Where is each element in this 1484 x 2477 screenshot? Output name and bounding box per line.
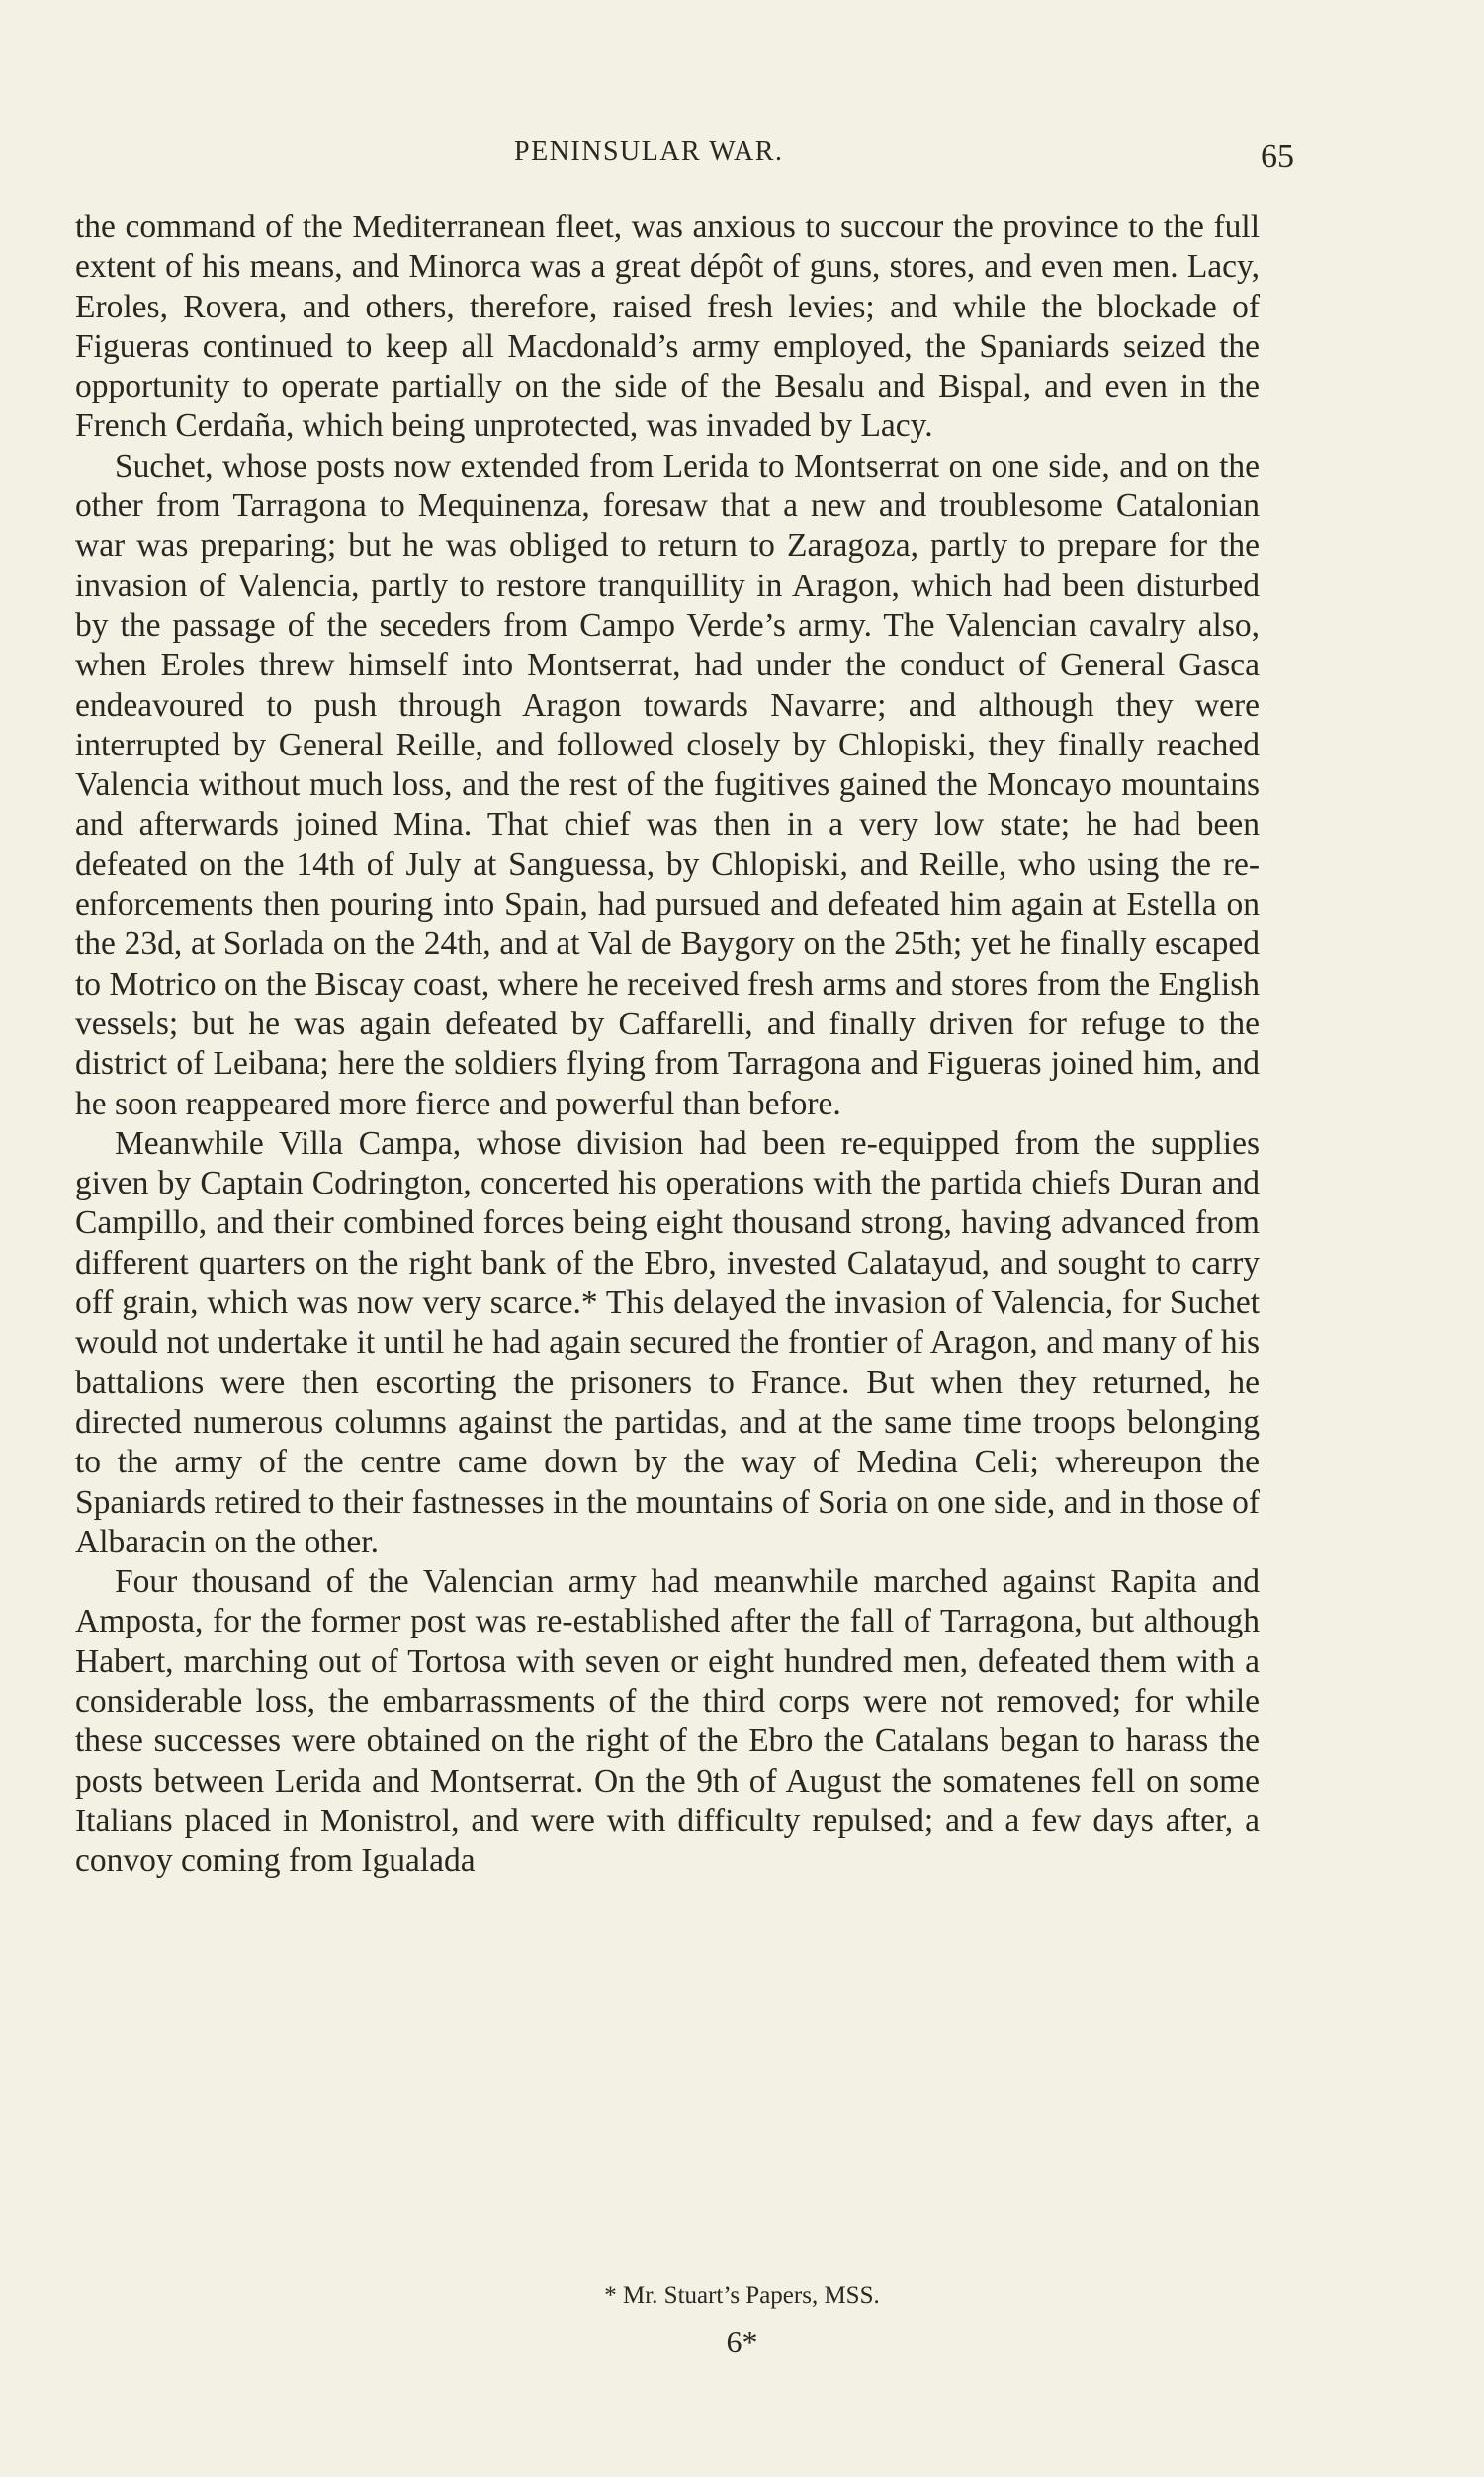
footnote: * Mr. Stuart’s Papers, MSS. bbox=[604, 2282, 880, 2309]
paragraph-4: Four thousand of the Valencian army had meanwhile marched against Rapita and Amposta, for the former post was re-established after the fall of Tarragona, but although Habert, marching out of Tortosa with seven or eight hundred men, defeated them with a considerable loss, the embarrassments of the third corps were not removed; for while these successes were obtained on the right of the Ebro the Catalans began to harass the posts between Lerida and Montserrat. On the 9th of August the somatenes fell on some Italians placed in Monistrol, and were with difficulty repulsed; and a few days after, a convoy coming from Igualada bbox=[75, 1563, 1260, 1880]
running-title: PENINSULAR WAR. bbox=[514, 136, 784, 167]
page-number: 65 bbox=[1261, 138, 1294, 175]
paragraph-2: Suchet, whose posts now extended from Lerida to Montserrat on one side, and on the other from Tarragona to Mequinenza, foresaw that a new and troublesome Catalonian war was preparing; but he was obliged to return to Zaragoza, partly to prepare for the invasion of Valencia, partly to restore tranquillity in Aragon, which had been disturbed by the passage of the seceders from Campo Verde’s army. The Valencian cavalry also, when Eroles threw himself into Montserrat, had under the conduct of General Gasca endeavoured to push through Aragon towards Navarre; and although they were interrupted by General Reille, and followed closely by Chlopiski, they finally reached Valencia without much loss, and the rest of the fugitives gained the Moncayo mountains and afterwards joined Mina. That chief was then in a very low state; he had been defeated on the 14th of July at Sanguessa, by Chlopiski, and Reille, who using the re-enforcements then pouring into Spain, had pursued and defeated him again at Estella on the 23d, at Sorlada on the 24th, and at Val de Baygory on the 25th; yet he finally escaped to Motrico on the Biscay coast, where he received fresh arms and stores from the English vessels; but he was again defeated by Caffarelli, and finally driven for refuge to the district of Leibana; here the soldiers flying from Tarragona and Figueras joined him, and he soon reappeared more fierce and powerful than before. bbox=[75, 447, 1260, 1122]
paragraph-1: the command of the Mediterranean fleet, was anxious to succour the province to the full extent of his means, and Minorca was a great dépôt of guns, stores, and even men. Lacy, Eroles, Rovera, and others, therefore, raised fresh levies; and while the blockade of Figueras continued to keep all Macdonald’s army employed, the Spaniards seized the opportunity to operate partially on the side of the Besalu and Bispal, and even in the French Cerdaña, which being unprotected, was invaded by Lacy. bbox=[75, 209, 1260, 445]
running-header bbox=[0, 136, 1484, 176]
body-text bbox=[75, 208, 1260, 1881]
paragraph-3: Meanwhile Villa Campa, whose division had been re-equipped from the supplies given by Captain Codrington, concerted his operations with the partida chiefs Duran and Campillo, and their combined forces being eight thousand strong, having advanced from different quarters on the right bank of the Ebro, invested Calatayud, and sought to carry off grain, which was now very scarce.* This delayed the invasion of Valencia, for Suchet would not undertake it until he had again secured the frontier of Aragon, and many of his battalions were then escorting the prisoners to France. But when they returned, he directed numerous columns against the partidas, and at the same time troops belonging to the army of the centre came down by the way of Medina Celi; whereupon the Spaniards retired to their fastnesses in the mountains of Soria on one side, and in those of Albaracin on the other. bbox=[75, 1124, 1260, 1560]
signature-mark: 6* bbox=[726, 2324, 758, 2359]
